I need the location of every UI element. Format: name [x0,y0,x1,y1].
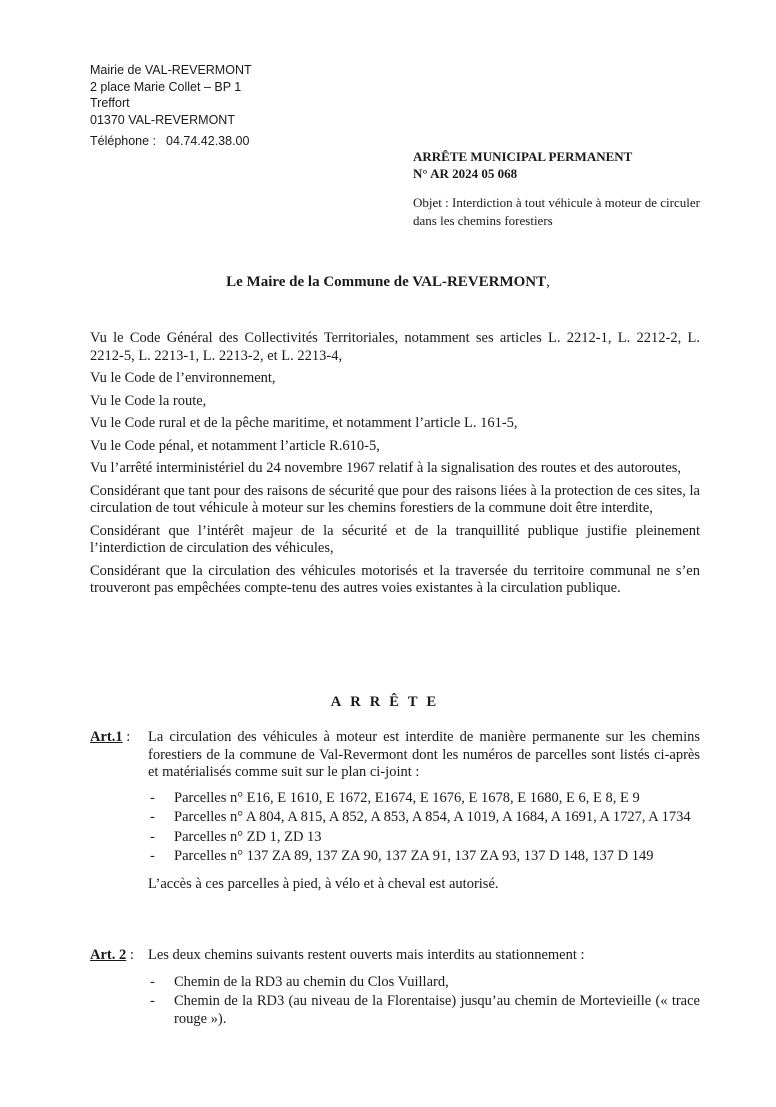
article-2-text: Les deux chemins suivants restent ouverts mais interdits au stationnement : [148,947,585,963]
parcel-list [148,790,700,866]
sender-address [90,62,252,128]
article-2-label [90,947,134,965]
list-item: - Parcelles n° 137 ZA 89, 137 ZA 90, 137 ZA 91, 137 ZA 93, 137 D 148, 137 D 149 [148,848,700,866]
article-1-number: Art.1 [90,729,123,745]
decree-title: ARRÊTE MUNICIPAL PERMANENT [413,149,633,164]
recital: Vu le Code la route, [90,392,207,409]
sender-line: 01370 VAL-REVERMONT [90,112,235,127]
recital: Considérant que la circulation des véhicules motorisés et la traversée du territoire communal ne s’en trouveront pas empêchées compte-tenu des autres voies existantes à la circulation publique. [90,562,700,596]
mayor-heading-comma: , [546,274,550,290]
recital: Considérant que tant pour des raisons de sécurité que pour des raisons liées à la protection de ces sites, la circulation de tout véhicule à moteur sur les chemins forestiers de la commune doit être interdite, [90,482,700,516]
road-list [148,974,700,1029]
recital: Vu le Code de l’environnement, [90,370,276,386]
arrete-heading: ARRÊTE [330,694,446,710]
recitals [90,330,700,603]
article-2-number: Art. 2 [90,947,127,963]
article-1-separator: : [122,729,131,745]
article-2 [90,947,700,1038]
sender-line: Mairie de VAL-REVERMONT [90,63,252,77]
article-1-footer: L’accès à ces parcelles à pied, à vélo et à cheval est autorisé. [148,875,499,892]
decree-subject: Objet : Interdiction à tout véhicule à moteur de circuler dans les chemins forestiers [413,195,700,228]
decree-number: N° AR 2024 05 068 [413,166,518,181]
recital: Considérant que l’intérêt majeur de la sécurité et de la tranquillité publique justifie pleinement l’interdiction de circulation des véhicules, [90,522,700,556]
list-item: - Chemin de la RD3 au chemin du Clos Vuillard, [148,974,700,992]
article-1-content [148,729,700,893]
sender-line: 2 place Marie Collet – BP 1 [90,79,242,94]
recital: Vu le Code pénal, et notamment l’article R.610-5, [90,437,380,454]
article-1-text: La circulation des véhicules à moteur est interdite de manière permanente sur les chemins forestiers de la commune de Val-Revermont dont les numéros de parcelles sont listés ci-après et matérialisés comme suit sur le plan ci-joint : [148,729,700,780]
list-item: - Parcelles n° E16, E 1610, E 1672, E1674, E 1676, E 1678, E 1680, E 6, E 8, E 9 [148,790,700,808]
mayor-heading [0,274,776,291]
article-2-content [148,947,700,1028]
mayor-heading-text: Le Maire de la Commune de VAL-REVERMONT [226,274,547,290]
list-item: - Parcelles n° A 804, A 815, A 852, A 853, A 854, A 1019, A 1684, A 1691, A 1727, A 1734 [148,809,700,827]
sender-phone [90,134,249,148]
recital: Vu le Code rural et de la pêche maritime, et notamment l’article L. 161-5, [90,415,518,431]
decree-reference [413,148,632,182]
phone-label: Téléphone : [90,134,157,148]
list-item: - Parcelles n° ZD 1, ZD 13 [148,829,700,847]
article-1-label [90,729,130,747]
article-2-separator: : [126,947,134,963]
phone-number: 04.74.42.38.00 [166,134,250,148]
recital: Vu l’arrêté interministériel du 24 novembre 1967 relatif à la signalisation des routes et des autoroutes, [90,460,682,476]
sender-line: Treffort [90,96,130,110]
list-item: - Chemin de la RD3 (au niveau de la Florentaise) jusqu’au chemin de Mortevieille (« trace rouge »). [148,993,700,1028]
recital: Vu le Code Général des Collectivités Territoriales, notamment ses articles L. 2212-1, L. 2212-2, L. 2212-5, L. 2213-1, L. 2213-2, et L. 2213-4, [90,330,700,364]
article-1 [90,729,700,893]
